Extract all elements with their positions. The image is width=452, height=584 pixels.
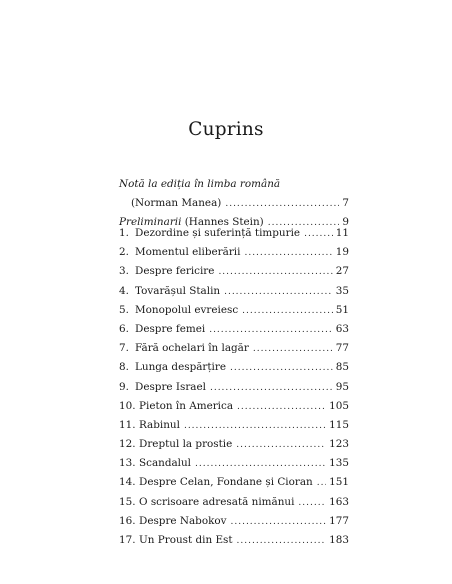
chapter-title: Despre fericire (135, 265, 215, 278)
toc-entry-note (119, 175, 349, 194)
chapter-number: 12. (119, 438, 136, 451)
toc-entry (119, 320, 349, 339)
dot-leader (298, 494, 326, 513)
toc-page-number: 163 (329, 495, 349, 508)
dot-leader (244, 244, 332, 263)
toc-page-number: 115 (329, 418, 349, 431)
toc-entry (119, 435, 349, 454)
chapter-title: Dezordine și suferință timpurie (135, 227, 301, 239)
chapter-title: Rabinul (139, 418, 180, 431)
toc-entry (119, 416, 349, 435)
chapter-number: 5. (119, 303, 129, 316)
chapter-title: Despre femei (135, 322, 206, 335)
chapter-number: 15. (119, 495, 136, 508)
dot-leader (210, 379, 333, 398)
dot-leader (304, 225, 333, 244)
toc-page-number: 183 (329, 534, 349, 546)
toc-entry (119, 397, 349, 416)
chapter-number: 2. (119, 246, 129, 259)
dot-leader (242, 302, 333, 321)
toc-page-number: 27 (335, 265, 349, 278)
chapter-number: 16. (119, 514, 136, 527)
toc-entry-note-author (119, 194, 349, 213)
toc-entry (119, 378, 349, 397)
toc-entry (119, 339, 349, 358)
chapter-number: 1. (119, 227, 129, 239)
chapter-title: Monopolul evreiesc (135, 303, 239, 316)
toc-page-number: 151 (329, 476, 349, 489)
chapter-title: Un Proust din Est (139, 534, 233, 546)
toc-entry-label-rest: (Hannes Stein) (181, 216, 264, 229)
dot-leader (231, 513, 327, 532)
chapter-title: Despre Nabokov (139, 514, 227, 527)
chapter-title: Momentul eliberării (135, 246, 241, 259)
toc-entry (119, 358, 349, 377)
toc-page-number: 95 (335, 380, 349, 393)
chapter-title: Pieton în America (139, 399, 234, 412)
toc-page-number: 9 (342, 216, 349, 229)
toc-page-number: 77 (335, 342, 349, 355)
toc-page-number: 63 (335, 322, 349, 335)
toc-entry (119, 301, 349, 320)
dot-leader (195, 455, 326, 474)
chapter-title: Dreptul la prostie (139, 438, 233, 451)
toc-entry-label: Notă la ediția în limba română (119, 178, 281, 190)
toc-entry (119, 493, 349, 512)
toc-page-number: 135 (329, 457, 349, 470)
dot-leader (218, 263, 332, 282)
chapter-title: O scrisoare adresată nimănui (139, 495, 295, 508)
dot-leader (184, 417, 326, 436)
toc-entry (119, 454, 349, 473)
toc-page-number: 51 (335, 303, 349, 316)
chapter-number: 7. (119, 342, 129, 355)
chapter-number: 14. (119, 476, 136, 489)
dot-leader (230, 359, 333, 378)
toc-page-number: 35 (335, 284, 349, 297)
chapter-title: Despre Israel (135, 380, 206, 393)
toc-page-number: 11 (335, 227, 349, 239)
dot-leader (237, 398, 326, 417)
chapter-title: Scandalul (139, 457, 192, 470)
dot-leader (317, 474, 326, 493)
chapter-number: 9. (119, 380, 129, 393)
chapter-title: Tovarășul Stalin (135, 284, 221, 297)
dot-leader (225, 195, 339, 214)
toc-page-number: 85 (335, 361, 349, 374)
dot-leader (237, 532, 327, 551)
toc-entry (119, 512, 349, 531)
chapter-number: 17. (119, 534, 136, 546)
toc-entry (119, 224, 349, 243)
chapter-number: 3. (119, 265, 129, 278)
chapter-title: Lunga despărțire (135, 361, 226, 374)
toc-entry (119, 531, 349, 550)
dot-leader (224, 283, 333, 302)
toc-entry (119, 262, 349, 281)
toc-entry (119, 473, 349, 492)
dot-leader (253, 340, 333, 359)
page-title: Cuprins (188, 119, 264, 140)
toc-page-number: 177 (329, 514, 349, 527)
chapter-title: Fără ochelari în lagăr (135, 342, 249, 355)
chapter-number: 6. (119, 322, 129, 335)
toc-entry (119, 243, 349, 262)
toc-page-number: 123 (329, 438, 349, 451)
chapter-list (119, 224, 349, 550)
dot-leader (209, 321, 333, 340)
toc-page-number: 7 (342, 197, 349, 210)
chapter-number: 13. (119, 457, 136, 470)
chapter-number: 11. (119, 418, 136, 431)
chapter-number: 4. (119, 284, 129, 297)
toc-page-number: 105 (329, 399, 349, 412)
chapter-title: Despre Celan, Fondane și Cioran (139, 476, 313, 489)
toc-entry-label: (Norman Manea) (131, 197, 222, 210)
chapter-number: 8. (119, 361, 129, 374)
toc-page-number: 19 (335, 246, 349, 259)
toc-entry (119, 282, 349, 301)
dot-leader (236, 436, 326, 455)
toc-entry-label-italic: Preliminarii (119, 216, 182, 229)
chapter-number: 10. (119, 399, 136, 412)
